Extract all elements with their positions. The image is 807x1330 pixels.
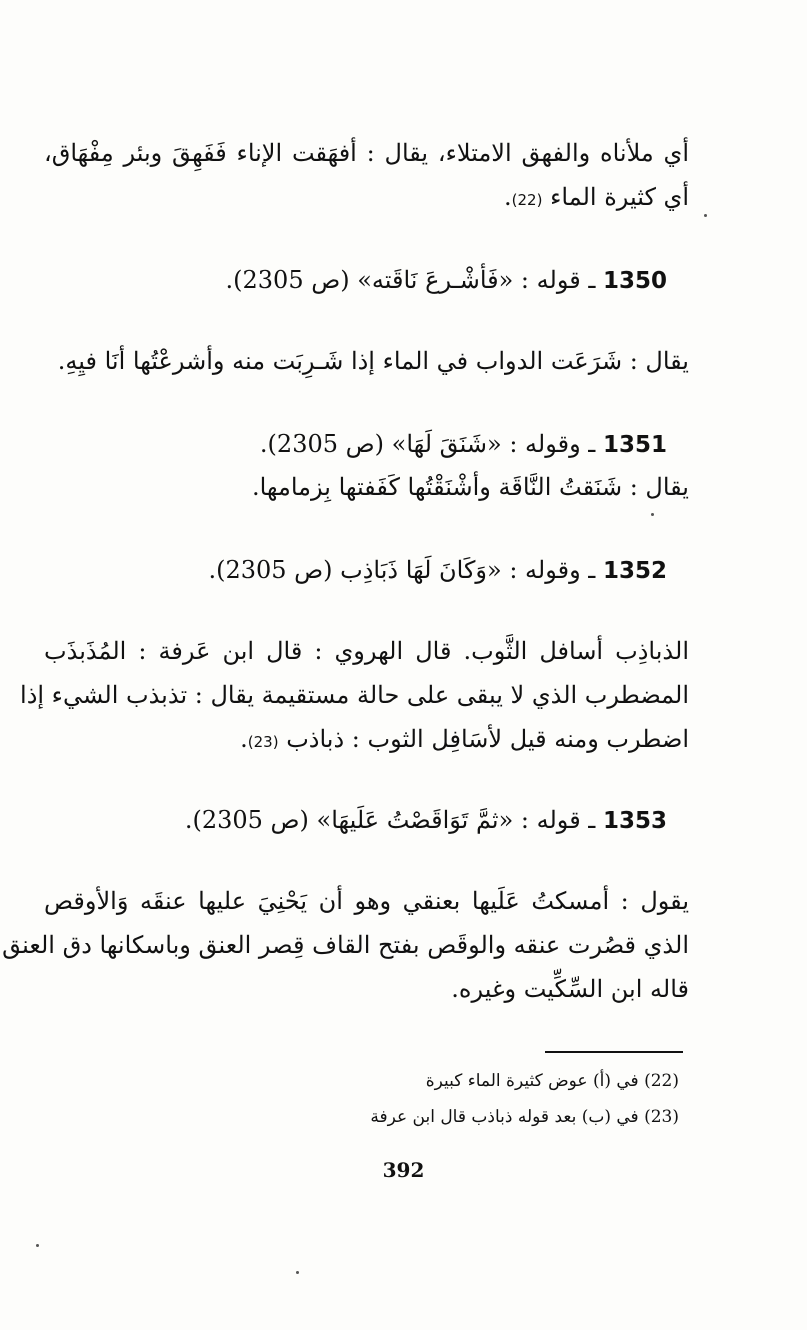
footnote-22: (22) في (أ) عوض كثيرة الماء كبيرة xyxy=(425,1071,679,1091)
scan-speck xyxy=(704,214,707,217)
scan-speck xyxy=(651,513,654,516)
entry-heading-1350 xyxy=(226,262,667,299)
paragraph-4-line-3-text: اضطرب ومنه قيل لأسَافِل الثوب : ذباذب xyxy=(286,725,689,753)
paragraph-4-line-2: المضطرب الذي لا يبقى على حالة مستقيمة يقال : تذبذب الشيء إذا xyxy=(20,681,689,709)
paragraph-3-line-1: يقال : شَنَقتُ النَّاقَة وأشْنَقْتُها كَفَفتها بِزمامها. xyxy=(251,473,689,501)
paragraph-1-line-2-text: أي كثيرة الماء xyxy=(550,183,689,211)
entry-heading-1351 xyxy=(260,426,667,463)
page-number: 392 xyxy=(382,1158,425,1182)
paragraph-5-line-1: يقول : أمسكتُ عَلَيها بعنقي وهو أن يَحْنِيَ عليها عنقَه وَالأوقص xyxy=(44,887,689,915)
paragraph-4-line-3: اضطرب ومنه قيل لأسَافِل الثوب : ذباذب (23). xyxy=(240,725,689,753)
paragraph-5-line-3: قاله ابن السِّكِّيت وغيره. xyxy=(451,975,689,1003)
entry-text-1352: ـ وقوله : «وَكَانَ لَهَا ذَبَاذِب (ص 2305). xyxy=(208,556,596,584)
entry-text-1350: ـ قوله : «فَأشْـرعَ نَاقَته» (ص 2305). xyxy=(225,266,596,294)
scan-speck xyxy=(36,1244,39,1247)
entry-number-1351: 1351 xyxy=(602,432,667,458)
entry-number-1353: 1353 xyxy=(602,808,667,834)
footnote-ref-22: (22) xyxy=(511,191,543,209)
scan-speck xyxy=(296,1271,299,1274)
entry-number-1352: 1352 xyxy=(602,558,667,584)
paragraph-5-line-2: الذي قصُرت عنقه والوقَص بفتح القاف قِصر العنق وباسكانها دق العنق xyxy=(2,931,689,959)
footnote-ref-23: (23) xyxy=(247,733,279,751)
paragraph-2-line-1: يقال : شَرَعَت الدواب في الماء إذا شَـرِبَت منه وأشرعْتُها أنَا فيِهِ. xyxy=(57,347,689,375)
paragraph-1-line-1: أي ملأناه والفهق الامتلاء، يقال : أفهَقت الإناء فَفَهِقَ وبئر مِفْهَاق، xyxy=(44,139,689,167)
footnote-separator xyxy=(545,1051,683,1053)
footnote-23: (23) في (ب) بعد قوله ذباذب قال ابن عرفة xyxy=(370,1107,679,1127)
paragraph-1-line-2: أي كثيرة الماء (22). xyxy=(504,183,689,211)
paragraph-4-line-1: الذباذِب أسافل الثَّوب. قال الهروي : قال ابن عَرفة : المُذَبذَب xyxy=(44,637,689,665)
entry-text-1353: ـ قوله : «ثمَّ تَوَاقَصْتُ عَلَيهَا» (ص 2305). xyxy=(184,806,596,834)
entry-text-1351: ـ وقوله : «شَنَقَ لَهَا» (ص 2305). xyxy=(259,430,596,458)
entry-number-1350: 1350 xyxy=(602,268,667,294)
entry-heading-1353 xyxy=(185,802,667,839)
entry-heading-1352 xyxy=(208,552,667,589)
